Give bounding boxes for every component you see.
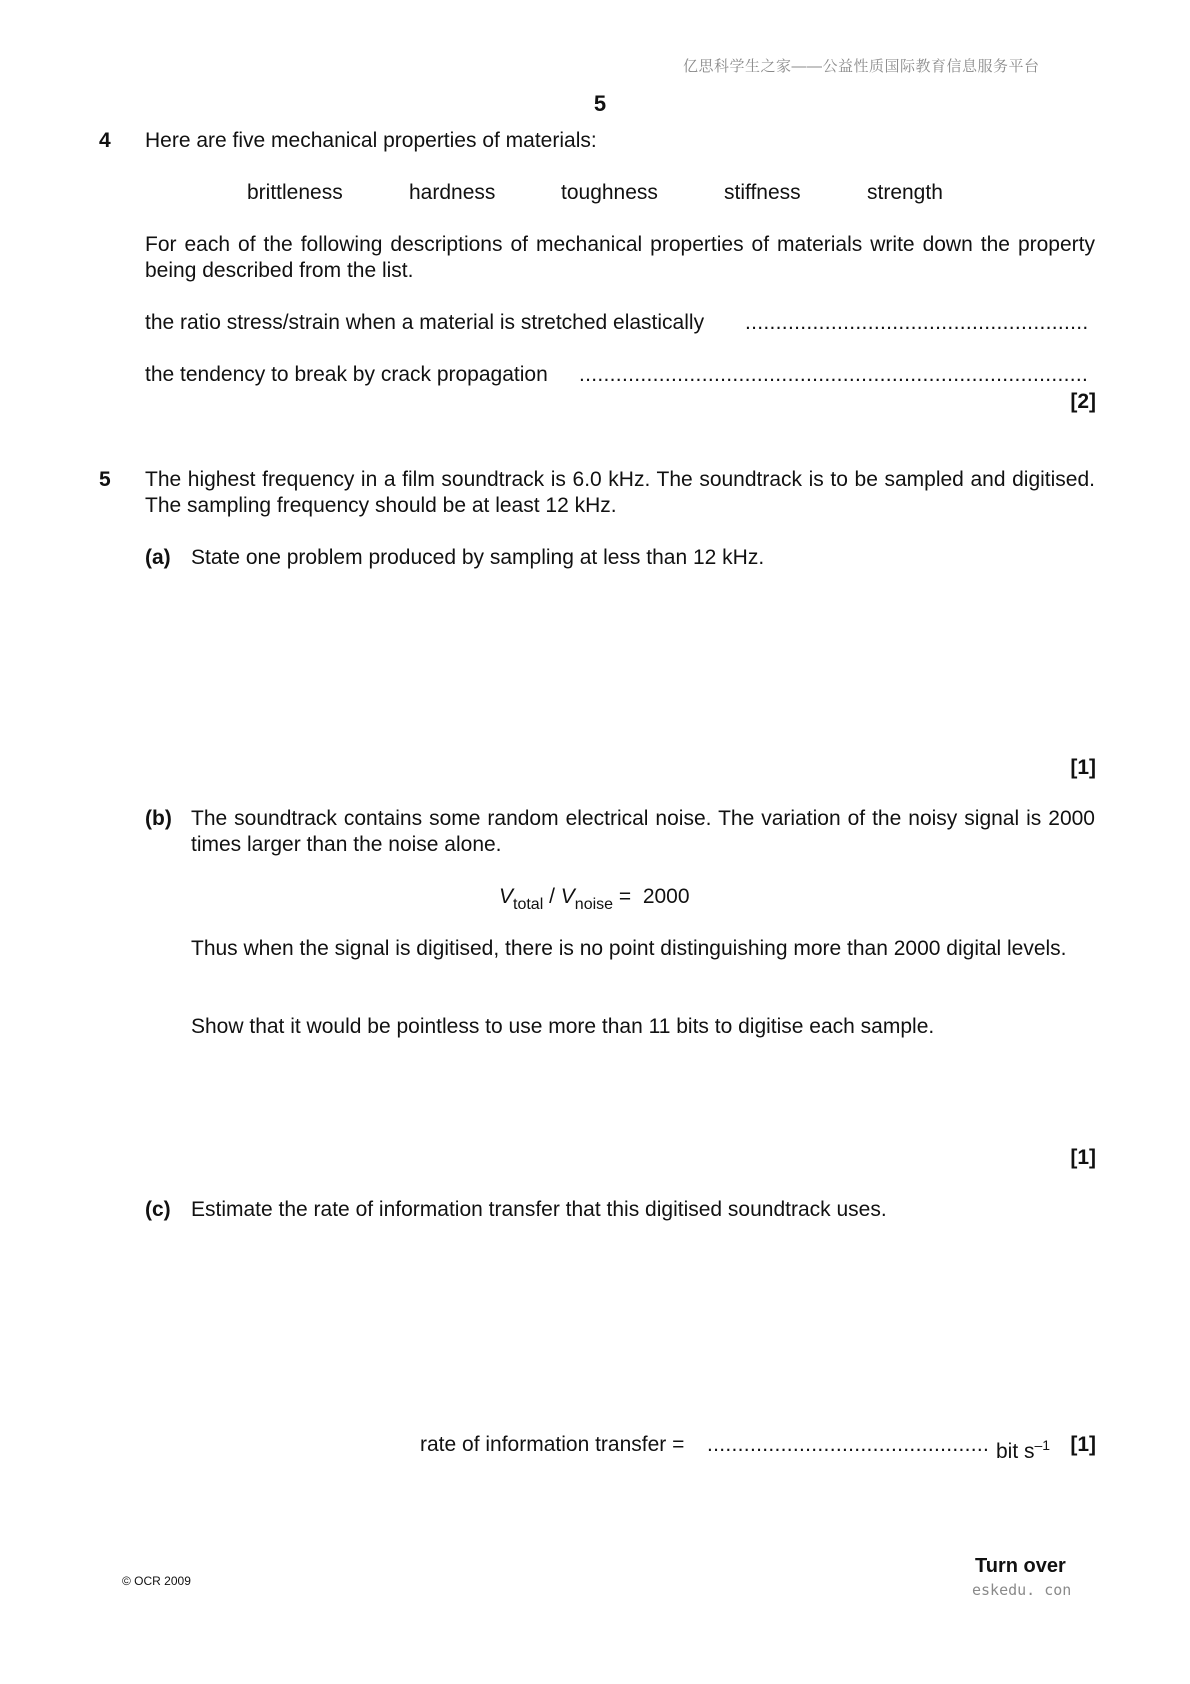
question-5-number: 5 xyxy=(99,468,111,491)
eq-rhs: = 2000 xyxy=(613,885,690,908)
part-b-answer-space[interactable] xyxy=(191,1050,1095,1140)
unit-superscript: –1 xyxy=(1034,1437,1051,1453)
part-b-text-3: Show that it would be pointless to use more than 11 bits to digitise each sample. xyxy=(191,1015,935,1038)
question-4-intro: Here are five mechanical properties of materials: xyxy=(145,129,597,152)
part-c-marks: [1] xyxy=(1070,1433,1096,1456)
property-stiffness: stiffness xyxy=(724,181,801,204)
property-word-list xyxy=(0,180,1190,206)
q4-answer-line-2[interactable]: ................................................................................... xyxy=(579,363,1089,386)
q4-description-1: the ratio stress/strain when a material is stretched elastically xyxy=(145,311,705,334)
eq-slash: / xyxy=(543,885,561,908)
part-c-answer-label: rate of information transfer = xyxy=(420,1433,685,1456)
q4-description-2: the tendency to break by crack propagation xyxy=(145,363,548,386)
watermark-text: 亿思科学生之家——公益性质国际教育信息服务平台 xyxy=(683,58,1040,75)
part-c-answer-line[interactable]: .............................................. xyxy=(707,1433,990,1456)
question-5-intro: The highest frequency in a film soundtrack is 6.0 kHz. The soundtrack is to be sampled and digitised. The sampling frequency should be at least 12 kHz. xyxy=(145,468,1095,517)
q4-marks: [2] xyxy=(1070,390,1096,413)
property-hardness: hardness xyxy=(409,181,496,204)
part-b-marks: [1] xyxy=(1070,1146,1096,1169)
part-c-unit xyxy=(996,1432,1050,1465)
eq-sub-total: total xyxy=(513,896,544,913)
q4-answer-line-1[interactable]: ........................................................ xyxy=(745,311,1089,334)
eq-sub-noise: noise xyxy=(574,896,614,913)
part-c-label: (c) xyxy=(145,1198,171,1221)
part-a-label: (a) xyxy=(145,546,171,569)
part-b-label: (b) xyxy=(145,807,172,830)
part-a-answer-space[interactable] xyxy=(191,580,1095,750)
part-b-text: The soundtrack contains some random electrical noise. The variation of the noisy signal is 2000 times larger than the noise alone. xyxy=(191,807,1095,856)
voltage-ratio-equation xyxy=(499,884,690,918)
property-brittleness: brittleness xyxy=(247,181,343,204)
eq-v-noise: V xyxy=(560,885,575,908)
question-4-number: 4 xyxy=(99,129,111,152)
copyright: © OCR 2009 xyxy=(122,1574,191,1588)
part-a-text: State one problem produced by sampling at less than 12 kHz. xyxy=(191,546,765,569)
site-watermark: eskedu. con xyxy=(972,1581,1072,1599)
property-strength: strength xyxy=(867,181,943,204)
property-toughness: toughness xyxy=(561,181,658,204)
part-b-text-2: Thus when the signal is digitised, there is no point distinguishing more than 2000 digital levels. xyxy=(191,937,1067,960)
turn-over: Turn over xyxy=(975,1555,1066,1577)
part-c-text: Estimate the rate of information transfer that this digitised soundtrack uses. xyxy=(191,1198,887,1221)
part-a-marks: [1] xyxy=(1070,756,1096,779)
unit-bit-s: bit s xyxy=(996,1440,1035,1463)
question-4-instruction: For each of the following descriptions of mechanical properties of materials write down the property being described from the list. xyxy=(145,233,1095,282)
eq-v-total: V xyxy=(499,885,514,908)
page-number: 5 xyxy=(593,91,607,116)
